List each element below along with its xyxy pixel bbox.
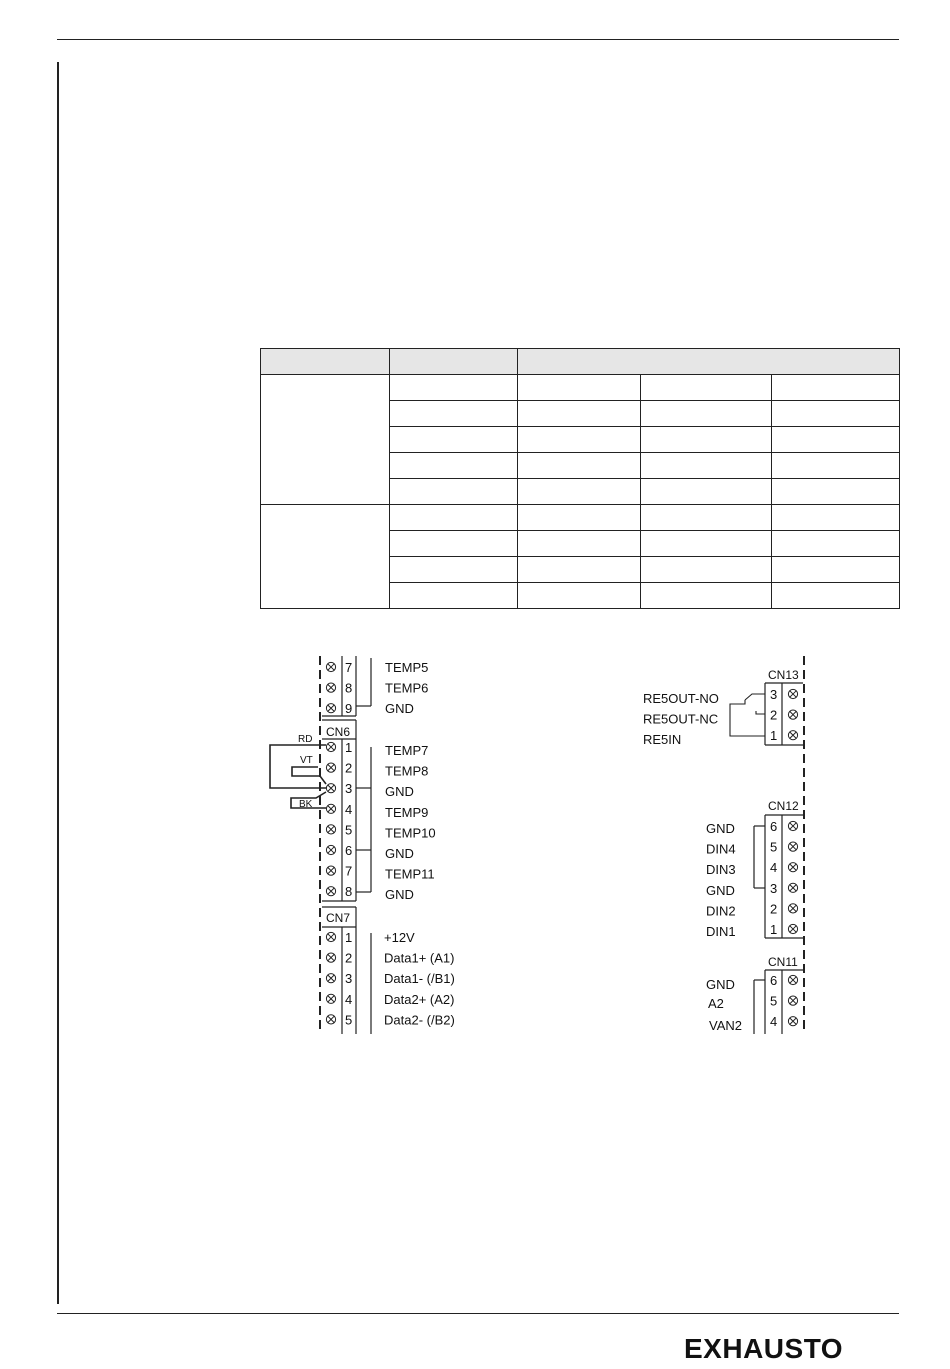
pin-number: 8 bbox=[345, 680, 353, 696]
signal-label: TEMP11 bbox=[385, 866, 435, 882]
pin-number: 1 bbox=[770, 922, 778, 937]
signal-label: TEMP10 bbox=[385, 825, 436, 841]
pin-number: 1 bbox=[345, 930, 353, 945]
pin-number: 5 bbox=[345, 822, 353, 838]
relay-common bbox=[730, 700, 765, 736]
pin-number: 2 bbox=[345, 950, 353, 966]
screw-terminal-icon bbox=[788, 924, 797, 933]
signal-label: Data2+ (A2) bbox=[384, 991, 455, 1007]
signal-label: TEMP8 bbox=[385, 763, 429, 779]
screw-terminal-icon bbox=[326, 866, 335, 875]
screw-terminal-icon bbox=[326, 662, 335, 671]
screw-terminal-icon bbox=[326, 784, 335, 793]
pin-number: 1 bbox=[770, 728, 778, 744]
pin-number: 2 bbox=[345, 760, 353, 776]
pin-number: 5 bbox=[345, 1012, 353, 1028]
screw-terminal-icon bbox=[326, 763, 335, 772]
pin-number: 7 bbox=[345, 863, 353, 879]
exhausto-logo: EXHAUSTO bbox=[684, 1333, 844, 1364]
pin-number: 3 bbox=[770, 687, 778, 702]
screw-terminal-icon bbox=[788, 904, 797, 913]
wire-label-vt: VT bbox=[300, 755, 313, 766]
screw-terminal-icon bbox=[788, 710, 797, 719]
signal-label: RE5OUT-NO bbox=[643, 691, 719, 706]
connector-label-cn12: CN12 bbox=[768, 799, 799, 813]
signal-label: Data1- (/B1) bbox=[384, 971, 455, 987]
signal-label: VAN2 bbox=[709, 1018, 742, 1033]
signal-label: GND bbox=[706, 977, 735, 992]
screw-terminal-icon bbox=[326, 1015, 335, 1024]
signal-label: +12V bbox=[384, 930, 415, 945]
signal-label: DIN2 bbox=[706, 903, 736, 919]
screw-terminal-icon bbox=[788, 975, 797, 984]
pin-number: 5 bbox=[770, 993, 778, 1009]
signal-label: GND bbox=[385, 846, 414, 861]
pin-number: 6 bbox=[770, 973, 778, 988]
connector-label-cn6: CN6 bbox=[326, 725, 351, 739]
screw-terminal-icon bbox=[788, 883, 797, 892]
screw-terminal-icon bbox=[788, 731, 797, 740]
pin-number: 2 bbox=[770, 707, 778, 723]
screw-terminal-icon bbox=[326, 704, 335, 713]
signal-label: TEMP5 bbox=[385, 660, 429, 675]
relay-contact-no bbox=[745, 694, 765, 700]
screw-terminal-icon bbox=[326, 742, 335, 751]
pin-number: 6 bbox=[345, 843, 353, 858]
screw-terminal-icon bbox=[788, 996, 797, 1005]
pin-number: 4 bbox=[770, 1014, 778, 1030]
signal-label: TEMP9 bbox=[385, 804, 429, 820]
signal-label: RE5IN bbox=[643, 732, 682, 748]
screw-terminal-icon bbox=[326, 683, 335, 692]
screw-terminal-icon bbox=[326, 994, 335, 1003]
signal-label: GND bbox=[385, 887, 414, 903]
signal-label: GND bbox=[385, 784, 414, 800]
screw-terminal-icon bbox=[326, 974, 335, 983]
screw-terminal-icon bbox=[788, 821, 797, 830]
signal-label: GND bbox=[385, 701, 414, 717]
pin-number: 4 bbox=[345, 991, 353, 1007]
pin-number: 9 bbox=[345, 701, 353, 717]
signal-label: Data1+ (A1) bbox=[384, 950, 455, 966]
pin-number: 6 bbox=[770, 819, 778, 834]
screw-terminal-icon bbox=[326, 845, 335, 854]
wire-label-bk: BK bbox=[299, 799, 313, 810]
pin-number: 7 bbox=[345, 660, 353, 675]
signal-label: GND bbox=[706, 821, 735, 836]
signal-label: Data2- (/B2) bbox=[384, 1012, 455, 1028]
signal-label: DIN1 bbox=[706, 924, 736, 939]
wire-label-rd: RD bbox=[298, 734, 313, 745]
pin-number: 5 bbox=[770, 839, 778, 855]
pin-number: 3 bbox=[345, 971, 353, 987]
connector-label-cn7: CN7 bbox=[326, 911, 351, 925]
signal-label: GND bbox=[706, 882, 735, 898]
pin-number: 2 bbox=[770, 901, 778, 917]
pin-number: 1 bbox=[345, 740, 353, 755]
screw-terminal-icon bbox=[788, 1017, 797, 1026]
screw-terminal-icon bbox=[326, 825, 335, 834]
pin-number: 4 bbox=[770, 860, 778, 876]
signal-label: TEMP7 bbox=[385, 743, 429, 758]
signal-label: TEMP6 bbox=[385, 680, 429, 696]
pin-number: 4 bbox=[345, 801, 353, 817]
screw-terminal-icon bbox=[788, 863, 797, 872]
connector-label-cn11: CN11 bbox=[768, 955, 798, 969]
screw-terminal-icon bbox=[326, 887, 335, 896]
pin-number: 8 bbox=[345, 884, 353, 900]
relay-contact-nc bbox=[756, 711, 765, 714]
screw-terminal-icon bbox=[788, 689, 797, 698]
signal-label: DIN3 bbox=[706, 862, 736, 878]
signal-label: RE5OUT-NC bbox=[643, 711, 719, 727]
signal-label: A2 bbox=[708, 996, 724, 1011]
screw-terminal-icon bbox=[326, 804, 335, 813]
screw-terminal-icon bbox=[788, 842, 797, 851]
connector-label-cn13: CN13 bbox=[768, 668, 799, 682]
signal-label: DIN4 bbox=[706, 841, 736, 857]
screw-terminal-icon bbox=[326, 932, 335, 941]
pin-number: 3 bbox=[770, 880, 778, 896]
screw-terminal-icon bbox=[326, 953, 335, 962]
pin-number: 3 bbox=[345, 781, 353, 797]
